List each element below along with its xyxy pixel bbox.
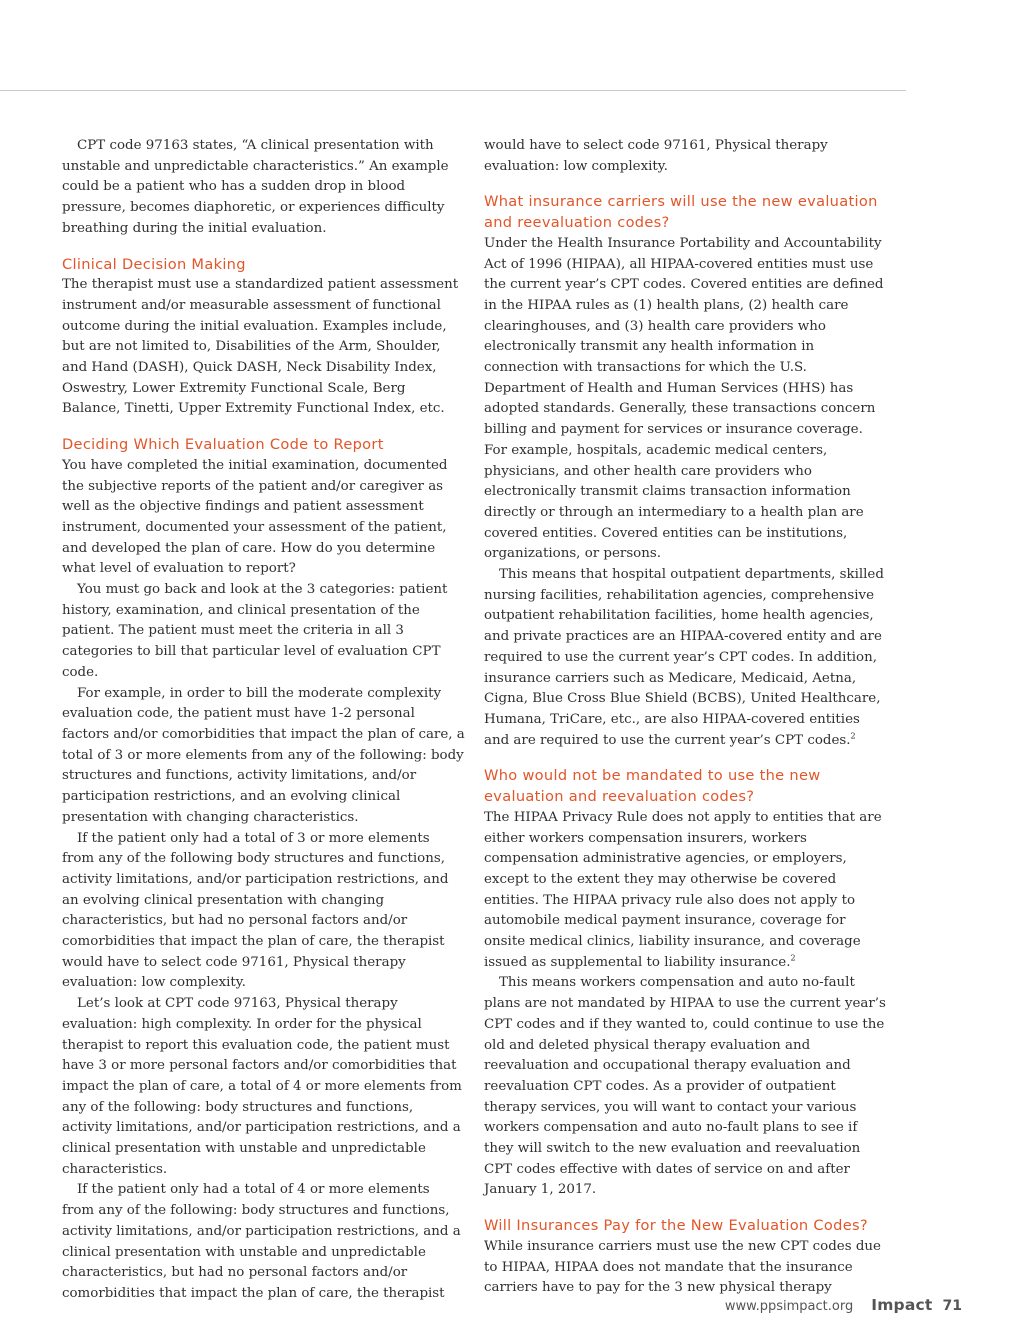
heading-clinical-decision-making: Clinical Decision Making [62,255,246,273]
footnote-ref: 2 [790,953,796,963]
footnote-ref: 2 [850,731,856,741]
paragraph: Let’s look at CPT code 97163, Physical therapy evaluation: high complexity. In order for the physical therapist to report this evaluation code, the patient must have 3 or more personal factors and/or comorbidities that impact the plan of care, a total of 4 or more elements from any of the following: body structures and functions, activity limitations, and/or participation restrictions, and a clinical presentation with unstable and unpredictable characteristics. [62,996,462,1177]
paragraph [484,808,888,974]
paragraph: You must go back and look at the 3 categories: patient history, examination, and clinical presentation of the patient. The patient must meet the criteria in all 3 categories to bill that particular level of evaluation CPT code. [62,582,448,680]
paragraph: Under the Health Insurance Portability and Accountability Act of 1996 (HIPAA), all HIPAA-covered entities must use the current year’s CPT codes. Covered entities are defined in the HIPAA rules as (1) health plans, (2) health care clearinghouses, and (3) health care providers who electronically transmit any health information in connection with transactions for which the U.S. Department of Health and Human Services (HHS) has adopted standards. Generally, these transactions concern billing and payment for services or insurance coverage. For example, hospitals, academic medical centers, physicians, and other health care providers who electronically transmit claims transaction information directly or through an intermediary to a health plan are covered entities. Covered entities can be institutions, organizations, or persons. [484,235,884,562]
paragraph-continued: would have to select code 97161, Physical therapy evaluation: low complexity. [484,138,828,174]
heading-deciding-evaluation-code: Deciding Which Evaluation Code to Report [62,436,384,454]
paragraph: CPT code 97163 states, “A clinical presentation with unstable and unpredictable characteristics.” An example could be a patient who has a sudden drop in blood pressure, becomes diaphoretic, or experiences difficulty breathing during the initial evaluation. [62,138,449,236]
paragraph-text: This means that hospital outpatient departments, skilled nursing facilities, rehabilitation agencies, comprehensive outpatient rehabilitation facilities, home health agencies, and private practices are an HIPAA-covered entity and are required to use the current year’s CPT codes. In addition, insurance carriers such as Medicare, Medicaid, Aetna, Cigna, Blue Cross Blue Shield (BCBS), United Healthcare, Humana, TriCare, etc., are also HIPAA-covered entities and are required to use the current year’s CPT codes. [484,567,884,748]
heading-insurance-carriers: What insurance carriers will use the new evaluation and reevaluation codes? [484,193,878,232]
top-rule [0,90,906,91]
heading-not-mandated: Who would not be mandated to use the new evaluation and reevaluation codes? [484,767,821,806]
page-number: 71 [942,1298,962,1314]
paragraph: If the patient only had a total of 3 or more elements from any of the following body structures and functions, activity limitations, and/or participation restrictions, and an evolving clinical presentation with changing characteristics, but had no personal factors and/or comorbidities that impact the plan of care, the therapist would have to select code 97161, Physical therapy evaluation: low complexity. [62,830,449,991]
page-footer [725,1296,962,1316]
right-column [484,136,888,1299]
paragraph: While insurance carriers must use the new CPT codes due to HIPAA, HIPAA does not mandate that the insurance carriers have to pay for the 3 new physical therapy [484,1238,881,1296]
heading-insurances-pay: Will Insurances Pay for the New Evaluation Codes? [484,1217,868,1235]
paragraph: You have completed the initial examination, documented the subjective reports of the patient and/or caregiver as well as the objective findings and patient assessment instrument, documented your assessment of the patient, and developed the plan of care. How do you determine what level of evaluation to report? [62,457,448,577]
left-column [62,136,466,1305]
paragraph-text: The HIPAA Privacy Rule does not apply to entities that are either workers compensation insurers, workers compensation administrative agencies, or employers, except to the extent they may otherwise be covered entities. The HIPAA privacy rule also does not apply to automobile medical payment insurance, coverage for onsite medical clinics, liability insurance, and coverage issued as supplemental to liability insurance. [484,809,882,970]
paragraph: For example, in order to bill the moderate complexity evaluation code, the patient must have 1-2 personal factors and/or comorbidities that impact the plan of care, a total of 3 or more elements from any of the following: body structures and functions, activity limitations, and/or participation restrictions, and an evolving clinical presentation with changing characteristics. [62,685,465,825]
footer-url[interactable]: www.ppsimpact.org [724,1299,854,1314]
paragraph [484,565,888,751]
footer-brand-logo: Impact [871,1296,933,1314]
paragraph: This means workers compensation and auto no-fault plans are not mandated by HIPAA to use the current year’s CPT codes and if they wanted to, could continue to use the old and deleted physical therapy evaluation and reevaluation and occupational therapy evaluation and reevaluation CPT codes. As a provider of outpatient therapy services, you will want to contact your various workers compensation and auto no-fault plans to see if they will switch to the new evaluation and reevaluation CPT codes effective with dates of service on and after January 1, 2017. [484,975,886,1198]
paragraph: If the patient only had a total of 4 or more elements from any of the following: body structures and functions, activity limitations, and/or participation restrictions, and a clinical presentation with unstable and unpredictable characteristics, but had no personal factors and/or comorbidities that impact the plan of care, the therapist [62,1182,461,1301]
paragraph: The therapist must use a standardized patient assessment instrument and/or measurable assessment of functional outcome during the initial evaluation. Examples include, but are not limited to, Disabilities of the Arm, Shoulder, and Hand (DASH), Quick DASH, Neck Disability Index, Oswestry, Lower Extremity Functional Scale, Berg Balance, Tinetti, Upper Extremity Functional Index, etc. [62,277,459,417]
